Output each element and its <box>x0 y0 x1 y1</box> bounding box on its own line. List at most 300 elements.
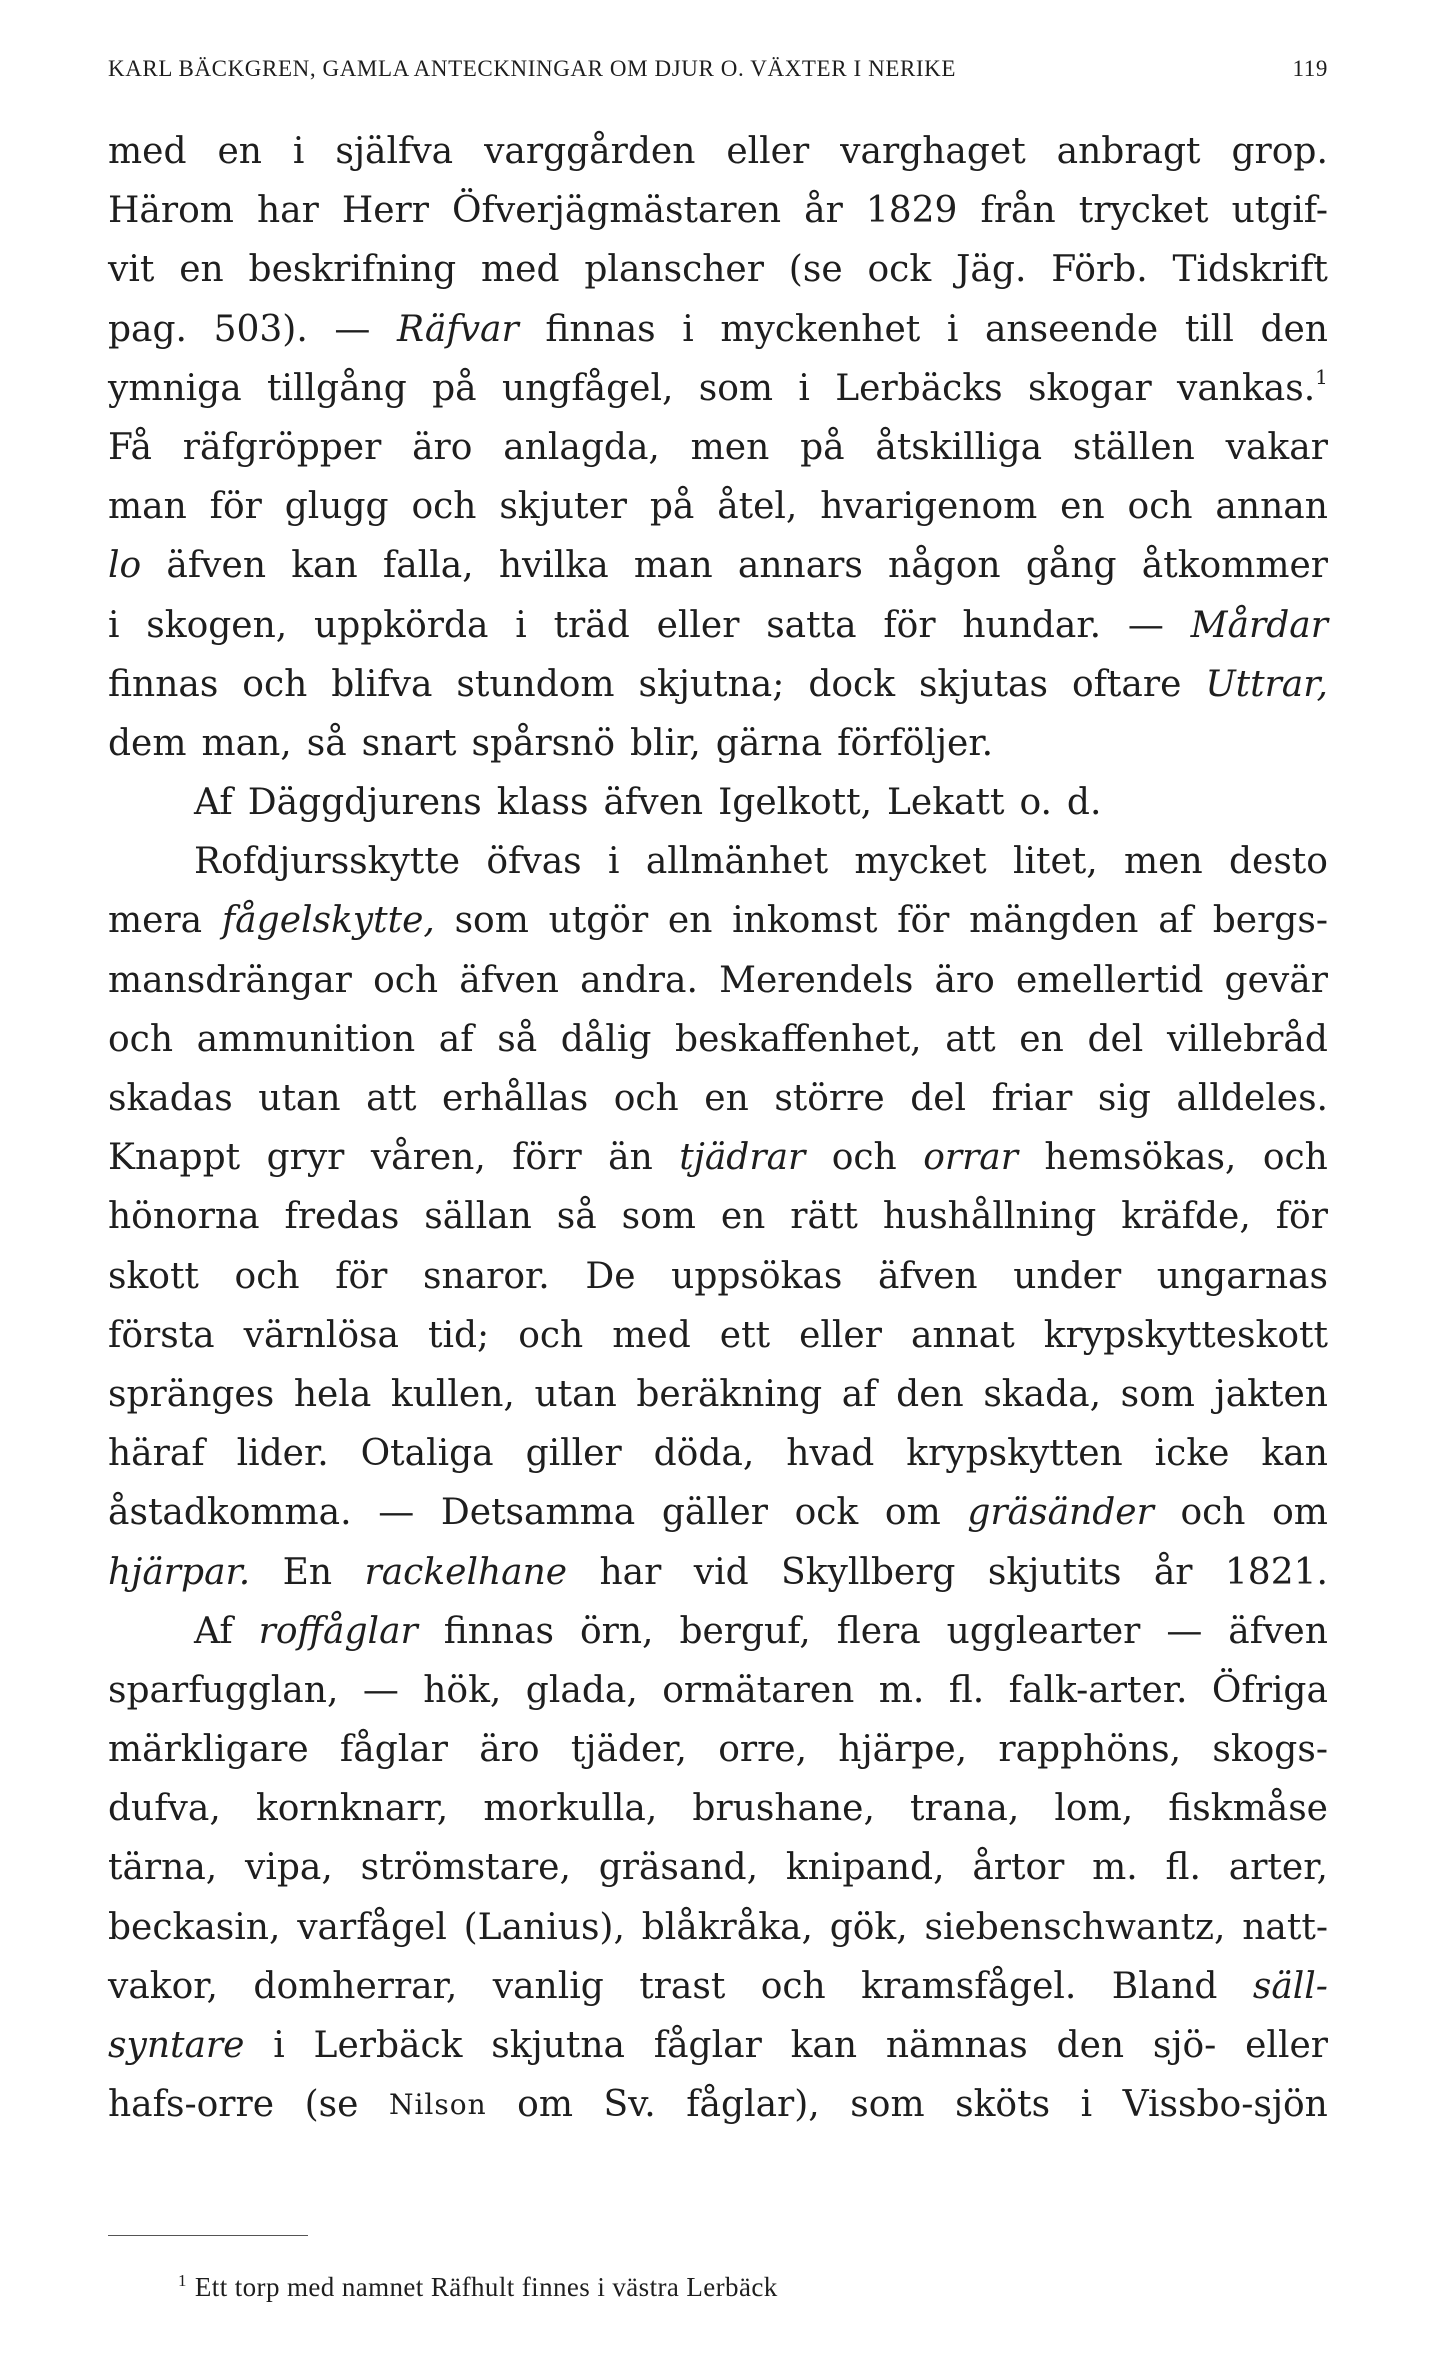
word: om <box>517 2084 573 2126</box>
word: utan <box>534 1373 617 1415</box>
word: gärna <box>715 722 823 764</box>
word: m. <box>1092 1847 1138 1889</box>
word: knipand, <box>785 1847 945 1889</box>
word: fredas <box>284 1196 400 1238</box>
word: dålig <box>560 1018 652 1060</box>
word: under <box>1013 1255 1122 1297</box>
word: arter, <box>1228 1847 1328 1889</box>
word: 1821. <box>1224 1551 1328 1593</box>
word: finnas <box>108 663 219 705</box>
word: äfven <box>166 545 267 587</box>
word: En <box>282 1551 333 1593</box>
word: om <box>1272 1492 1328 1534</box>
word: vankas. <box>1176 367 1316 409</box>
word: eller <box>1245 2025 1328 2066</box>
word: emellertid <box>1016 959 1204 1001</box>
italic-word: syntare <box>108 2025 245 2066</box>
word: finnas <box>545 308 656 350</box>
word: i <box>607 841 620 883</box>
word: i <box>1080 2084 1093 2126</box>
word: men <box>690 426 770 468</box>
word: uppsökas <box>671 1255 843 1297</box>
word: och <box>1127 486 1193 528</box>
word: anseende <box>984 308 1159 350</box>
word: äro <box>934 959 995 1001</box>
text-line <box>108 773 1328 832</box>
word: äfven <box>459 959 559 1001</box>
text-line <box>108 1602 1328 1661</box>
word: åstadkomma. <box>108 1492 352 1534</box>
italic-word: orrar <box>923 1137 1018 1179</box>
word: så <box>556 1196 597 1238</box>
italic-word: roffåglar <box>258 1610 418 1652</box>
word: (se <box>304 2084 359 2126</box>
word: Af <box>194 782 233 824</box>
word: brushane, <box>692 1788 875 1830</box>
word: vid <box>693 1551 749 1593</box>
word: rätt <box>790 1196 858 1238</box>
word: Sv. <box>603 2084 656 2126</box>
word: icke <box>1154 1433 1230 1475</box>
word: domherrar, <box>253 1965 458 2007</box>
word: finnas <box>443 1610 555 1652</box>
word: som <box>850 2084 925 2126</box>
word: falla, <box>382 545 474 587</box>
word: år <box>804 190 843 232</box>
text-line <box>108 1365 1328 1424</box>
word: varfågel <box>297 1906 447 1948</box>
word: (Lanius), <box>463 1906 625 1948</box>
word: gök, <box>829 1906 908 1948</box>
word: ammunition <box>196 1018 416 1060</box>
word: varghaget <box>840 131 1026 172</box>
word: glada, <box>525 1669 638 1711</box>
word: tillgång <box>267 367 407 409</box>
word: annan <box>1215 486 1328 528</box>
word: eller <box>656 604 740 646</box>
word: af <box>1158 900 1194 942</box>
word: att <box>366 1078 417 1119</box>
word: skjutits <box>987 1551 1122 1593</box>
word: lider. <box>236 1433 329 1475</box>
word: morkulla, <box>483 1788 658 1830</box>
word: Herr <box>341 190 429 232</box>
word: och <box>831 1137 897 1179</box>
text-line <box>108 1424 1328 1483</box>
word: — <box>1127 604 1164 646</box>
word: om <box>884 1492 941 1534</box>
italic-word: rackelhane <box>364 1551 568 1593</box>
word: Rofdjursskytte <box>194 841 461 883</box>
footnote-marker: 1 <box>178 2271 187 2290</box>
word: till <box>1184 308 1234 350</box>
word: för <box>335 1255 388 1297</box>
word: ställen <box>1072 426 1195 468</box>
word: åtskilliga <box>875 426 1043 468</box>
word: kornknarr, <box>255 1788 449 1830</box>
text-line <box>108 1247 1328 1306</box>
word: hushållning <box>882 1196 1097 1238</box>
word: mängden <box>969 900 1139 942</box>
word: den <box>1260 308 1328 350</box>
page-number: 119 <box>1292 56 1328 81</box>
word: falk-arter. <box>1008 1669 1188 1711</box>
word: erhållas <box>442 1078 589 1119</box>
word: sällan <box>424 1196 532 1238</box>
word: med <box>612 1314 691 1356</box>
text-line <box>108 240 1328 299</box>
word: i <box>273 2025 285 2066</box>
word: en <box>667 900 713 942</box>
word: äfven <box>877 1255 978 1297</box>
word: Otaliga <box>360 1433 494 1475</box>
word: en <box>720 1196 766 1238</box>
word: för <box>1275 1196 1328 1238</box>
running-head <box>108 56 1328 82</box>
word-with-note <box>1177 359 1328 418</box>
word: (se <box>788 249 843 291</box>
text-line <box>108 1483 1328 1542</box>
word: sparfugglan, <box>108 1669 339 1711</box>
word: en <box>179 249 224 291</box>
footnote-reference: 1 <box>1315 364 1328 389</box>
word: en <box>217 131 262 172</box>
word: hjärpe, <box>838 1729 968 1771</box>
word: blifva <box>331 663 433 705</box>
word: trana, <box>910 1788 1020 1830</box>
word: krypskytten <box>906 1433 1123 1475</box>
word: klass <box>496 782 589 824</box>
word: utgif- <box>1231 190 1328 232</box>
word: anlagda, <box>503 426 660 468</box>
word: kan <box>790 2025 858 2066</box>
text-line <box>108 1720 1328 1779</box>
italic-word: gräsänder <box>967 1492 1154 1534</box>
word: gäller <box>661 1492 768 1534</box>
word: anbragt <box>1056 131 1201 172</box>
text-line <box>108 181 1328 240</box>
text-line <box>108 2016 1328 2075</box>
word: dem <box>108 722 187 764</box>
word: skadas <box>108 1078 233 1119</box>
word: skott <box>108 1255 199 1297</box>
word: alldeles. <box>1176 1078 1328 1119</box>
word: som <box>1120 1373 1195 1415</box>
word: märkligare <box>108 1729 309 1771</box>
body-text <box>108 122 1328 2134</box>
word: så <box>497 1018 538 1060</box>
word: äfven <box>603 782 704 824</box>
word: och <box>242 663 308 705</box>
word: med <box>481 249 560 291</box>
word: har <box>256 190 319 232</box>
word: skogs- <box>1212 1729 1328 1771</box>
word: friar <box>991 1078 1073 1119</box>
text-line <box>108 536 1328 595</box>
word: sköts <box>955 2084 1051 2126</box>
word: andra. <box>580 959 698 1001</box>
word: Öfriga <box>1211 1669 1328 1711</box>
word: sjö- <box>1152 2025 1217 2066</box>
word: pag. <box>108 308 187 350</box>
word: Lekatt <box>887 782 1005 824</box>
italic-word: Räfvar <box>396 308 519 350</box>
text-line <box>108 1898 1328 1957</box>
word: Skyllberg <box>781 1551 956 1593</box>
word: annars <box>737 545 863 587</box>
word: och <box>373 959 439 1001</box>
word: örn, <box>579 1610 654 1652</box>
word: Knappt <box>108 1137 241 1179</box>
word: sig <box>1097 1078 1151 1119</box>
word: vakar <box>1225 426 1328 468</box>
word: spränges <box>108 1373 275 1415</box>
word: så <box>306 722 347 764</box>
text-line <box>108 1128 1328 1187</box>
italic-word: fågelskytte, <box>221 900 435 942</box>
word: Jäg. <box>956 249 1027 291</box>
word: tärna, <box>108 1847 218 1889</box>
word: förr <box>512 1137 582 1179</box>
word: af <box>841 1373 877 1415</box>
word: skada, <box>983 1373 1102 1415</box>
word: hafs-orre <box>108 2084 275 2126</box>
word: för <box>897 900 950 942</box>
word: att <box>945 1018 996 1060</box>
word: än <box>608 1137 653 1179</box>
word: Nilson <box>388 2088 487 2122</box>
word: Få <box>108 426 152 468</box>
word: Lerbäck <box>313 2025 463 2066</box>
word: hvad <box>786 1433 875 1475</box>
word: ungfågel, <box>501 367 674 409</box>
word: åtel, <box>717 486 798 528</box>
word: på <box>800 426 845 468</box>
text-line <box>108 714 1328 773</box>
word: d. <box>1066 782 1102 824</box>
text-line <box>108 655 1328 714</box>
word: hvilka <box>498 545 609 587</box>
word: förföljer. <box>837 722 994 764</box>
word: Vissbo-sjön <box>1122 2084 1328 2126</box>
word: fåglar), <box>686 2084 820 2126</box>
word: första <box>108 1314 215 1356</box>
word: fl. <box>1165 1847 1201 1889</box>
word: större <box>774 1078 885 1119</box>
footnote-rule <box>108 2235 308 2236</box>
word: skogen, <box>146 604 288 646</box>
word: Förb. <box>1051 249 1148 291</box>
word: värnlösa <box>243 1314 399 1356</box>
word: natt- <box>1242 1906 1328 1948</box>
word: De <box>585 1255 636 1297</box>
word: i <box>108 604 120 646</box>
word: som <box>621 1196 696 1238</box>
word: gräsand, <box>598 1847 759 1889</box>
word: eller <box>799 1314 882 1356</box>
word: del <box>910 1078 967 1119</box>
word: årtor <box>972 1847 1065 1889</box>
word: litet, <box>1012 841 1098 883</box>
word: snaror. <box>423 1255 550 1297</box>
word: utan <box>258 1078 341 1119</box>
word: blåkråka, <box>641 1906 813 1948</box>
word: Härom <box>108 190 234 232</box>
word: träd <box>553 604 630 646</box>
word: dufva, <box>108 1788 221 1830</box>
word: någon <box>888 545 1001 587</box>
word: och <box>1262 1137 1328 1179</box>
word: den <box>1056 2025 1125 2066</box>
text-line <box>108 1957 1328 2016</box>
word: lom, <box>1054 1788 1134 1830</box>
word: ock <box>867 249 932 291</box>
text-line <box>108 359 1328 418</box>
word: skogar <box>1027 367 1152 409</box>
word: inkomst <box>732 900 878 942</box>
word: vipa, <box>245 1847 333 1889</box>
word: grop. <box>1231 131 1328 172</box>
word: 1829 <box>865 190 958 232</box>
word: med <box>108 131 187 172</box>
word: glugg <box>284 486 389 528</box>
word: och <box>234 1255 300 1297</box>
text-line <box>108 1069 1328 1128</box>
word: och <box>518 1314 584 1356</box>
word: en <box>704 1078 749 1119</box>
word: tjäder, <box>570 1729 687 1771</box>
word: den <box>896 1373 964 1415</box>
word: man <box>108 486 187 528</box>
word: vanlig <box>492 1965 604 2007</box>
word: hemsökas, <box>1044 1137 1237 1179</box>
word: fåglar <box>339 1729 448 1771</box>
word: snart <box>361 722 457 764</box>
italic-word: hjärpar. <box>108 1551 251 1593</box>
word: man <box>633 545 713 587</box>
word: år <box>1153 1551 1193 1593</box>
footnote <box>178 2272 778 2303</box>
word: räfgröpper <box>182 426 382 468</box>
word: har <box>599 1551 662 1593</box>
word: spårsnö <box>471 722 616 764</box>
word: hundar. <box>962 604 1102 646</box>
text-line <box>108 1010 1328 1069</box>
word: hök, <box>423 1669 502 1711</box>
word: Igelkott, <box>718 782 873 824</box>
text-line <box>108 418 1328 477</box>
word: strömstare, <box>360 1847 571 1889</box>
word: fiskmåse <box>1168 1788 1328 1830</box>
text-line <box>108 1543 1328 1602</box>
text-line <box>108 1661 1328 1720</box>
word: satta <box>766 604 857 646</box>
word: blir, <box>630 722 701 764</box>
word: man, <box>201 722 292 764</box>
word: som <box>454 900 529 942</box>
word: åtkommer <box>1141 545 1328 587</box>
text-line <box>108 891 1328 950</box>
word: — <box>1166 1610 1203 1652</box>
word: hönorna <box>108 1196 260 1238</box>
word: mansdrängar <box>108 959 352 1001</box>
word: skjutna; <box>638 663 785 705</box>
word: orre, <box>718 1729 808 1771</box>
word: dock <box>808 663 896 705</box>
text-line <box>108 1779 1328 1838</box>
word: i <box>946 308 959 350</box>
italic-word: Mårdar <box>1190 604 1328 646</box>
word: i <box>515 604 527 646</box>
text-line <box>108 477 1328 536</box>
word: en <box>1019 1018 1064 1060</box>
word: hvarigenom <box>820 486 1038 528</box>
word: del <box>1087 1018 1144 1060</box>
word: fåglar <box>653 2025 762 2066</box>
text-line <box>108 122 1328 181</box>
word: för <box>883 604 936 646</box>
word: och <box>613 1078 679 1119</box>
word: hela <box>293 1373 372 1415</box>
word: mycket <box>854 841 987 883</box>
word: på <box>649 486 695 528</box>
word: skjuter <box>499 486 627 528</box>
word: bergs- <box>1212 900 1328 942</box>
italic-word: Uttrar, <box>1205 663 1328 705</box>
word: äro <box>479 1729 540 1771</box>
word: ugglearter <box>946 1610 1141 1652</box>
word: trast <box>639 1965 726 2007</box>
word: myckenhet <box>720 308 921 350</box>
word: annat <box>910 1314 1015 1356</box>
word: vakor, <box>108 1965 218 2007</box>
word: o. <box>1019 782 1052 824</box>
word: tid; <box>428 1314 490 1356</box>
word: m. <box>878 1669 925 1711</box>
word: gång <box>1025 545 1117 587</box>
word: fl. <box>948 1669 985 1711</box>
word: själfva <box>335 131 454 172</box>
word: och <box>411 486 477 528</box>
word: döda, <box>653 1433 755 1475</box>
word: vit <box>108 249 155 291</box>
word: ungarnas <box>1156 1255 1328 1297</box>
word: äro <box>412 426 473 468</box>
word: krypskytteskott <box>1043 1314 1328 1356</box>
word: — <box>362 1669 399 1711</box>
word: skjutna <box>491 2025 625 2066</box>
word: ymniga <box>108 367 242 409</box>
word: våren, <box>370 1137 486 1179</box>
word: — <box>378 1492 415 1534</box>
word: äfven <box>1228 1610 1328 1652</box>
word: kan <box>1261 1433 1328 1475</box>
word: i <box>682 308 694 350</box>
word: rapphöns, <box>998 1729 1182 1771</box>
word: öfvas <box>486 841 582 883</box>
word: men <box>1124 841 1203 883</box>
word: villebråd <box>1166 1018 1328 1060</box>
word: desto <box>1228 841 1328 883</box>
text-line <box>108 2075 1328 2134</box>
word: — <box>334 308 371 350</box>
word: Däggdjurens <box>247 782 482 824</box>
footnote-text: Ett torp med namnet Räfhult finnes i västra Lerbäck <box>194 2272 778 2302</box>
italic-word: lo <box>108 545 142 587</box>
word: 503). <box>213 308 308 350</box>
word: skjutas <box>918 663 1048 705</box>
italic-word: tjädrar <box>679 1137 806 1179</box>
